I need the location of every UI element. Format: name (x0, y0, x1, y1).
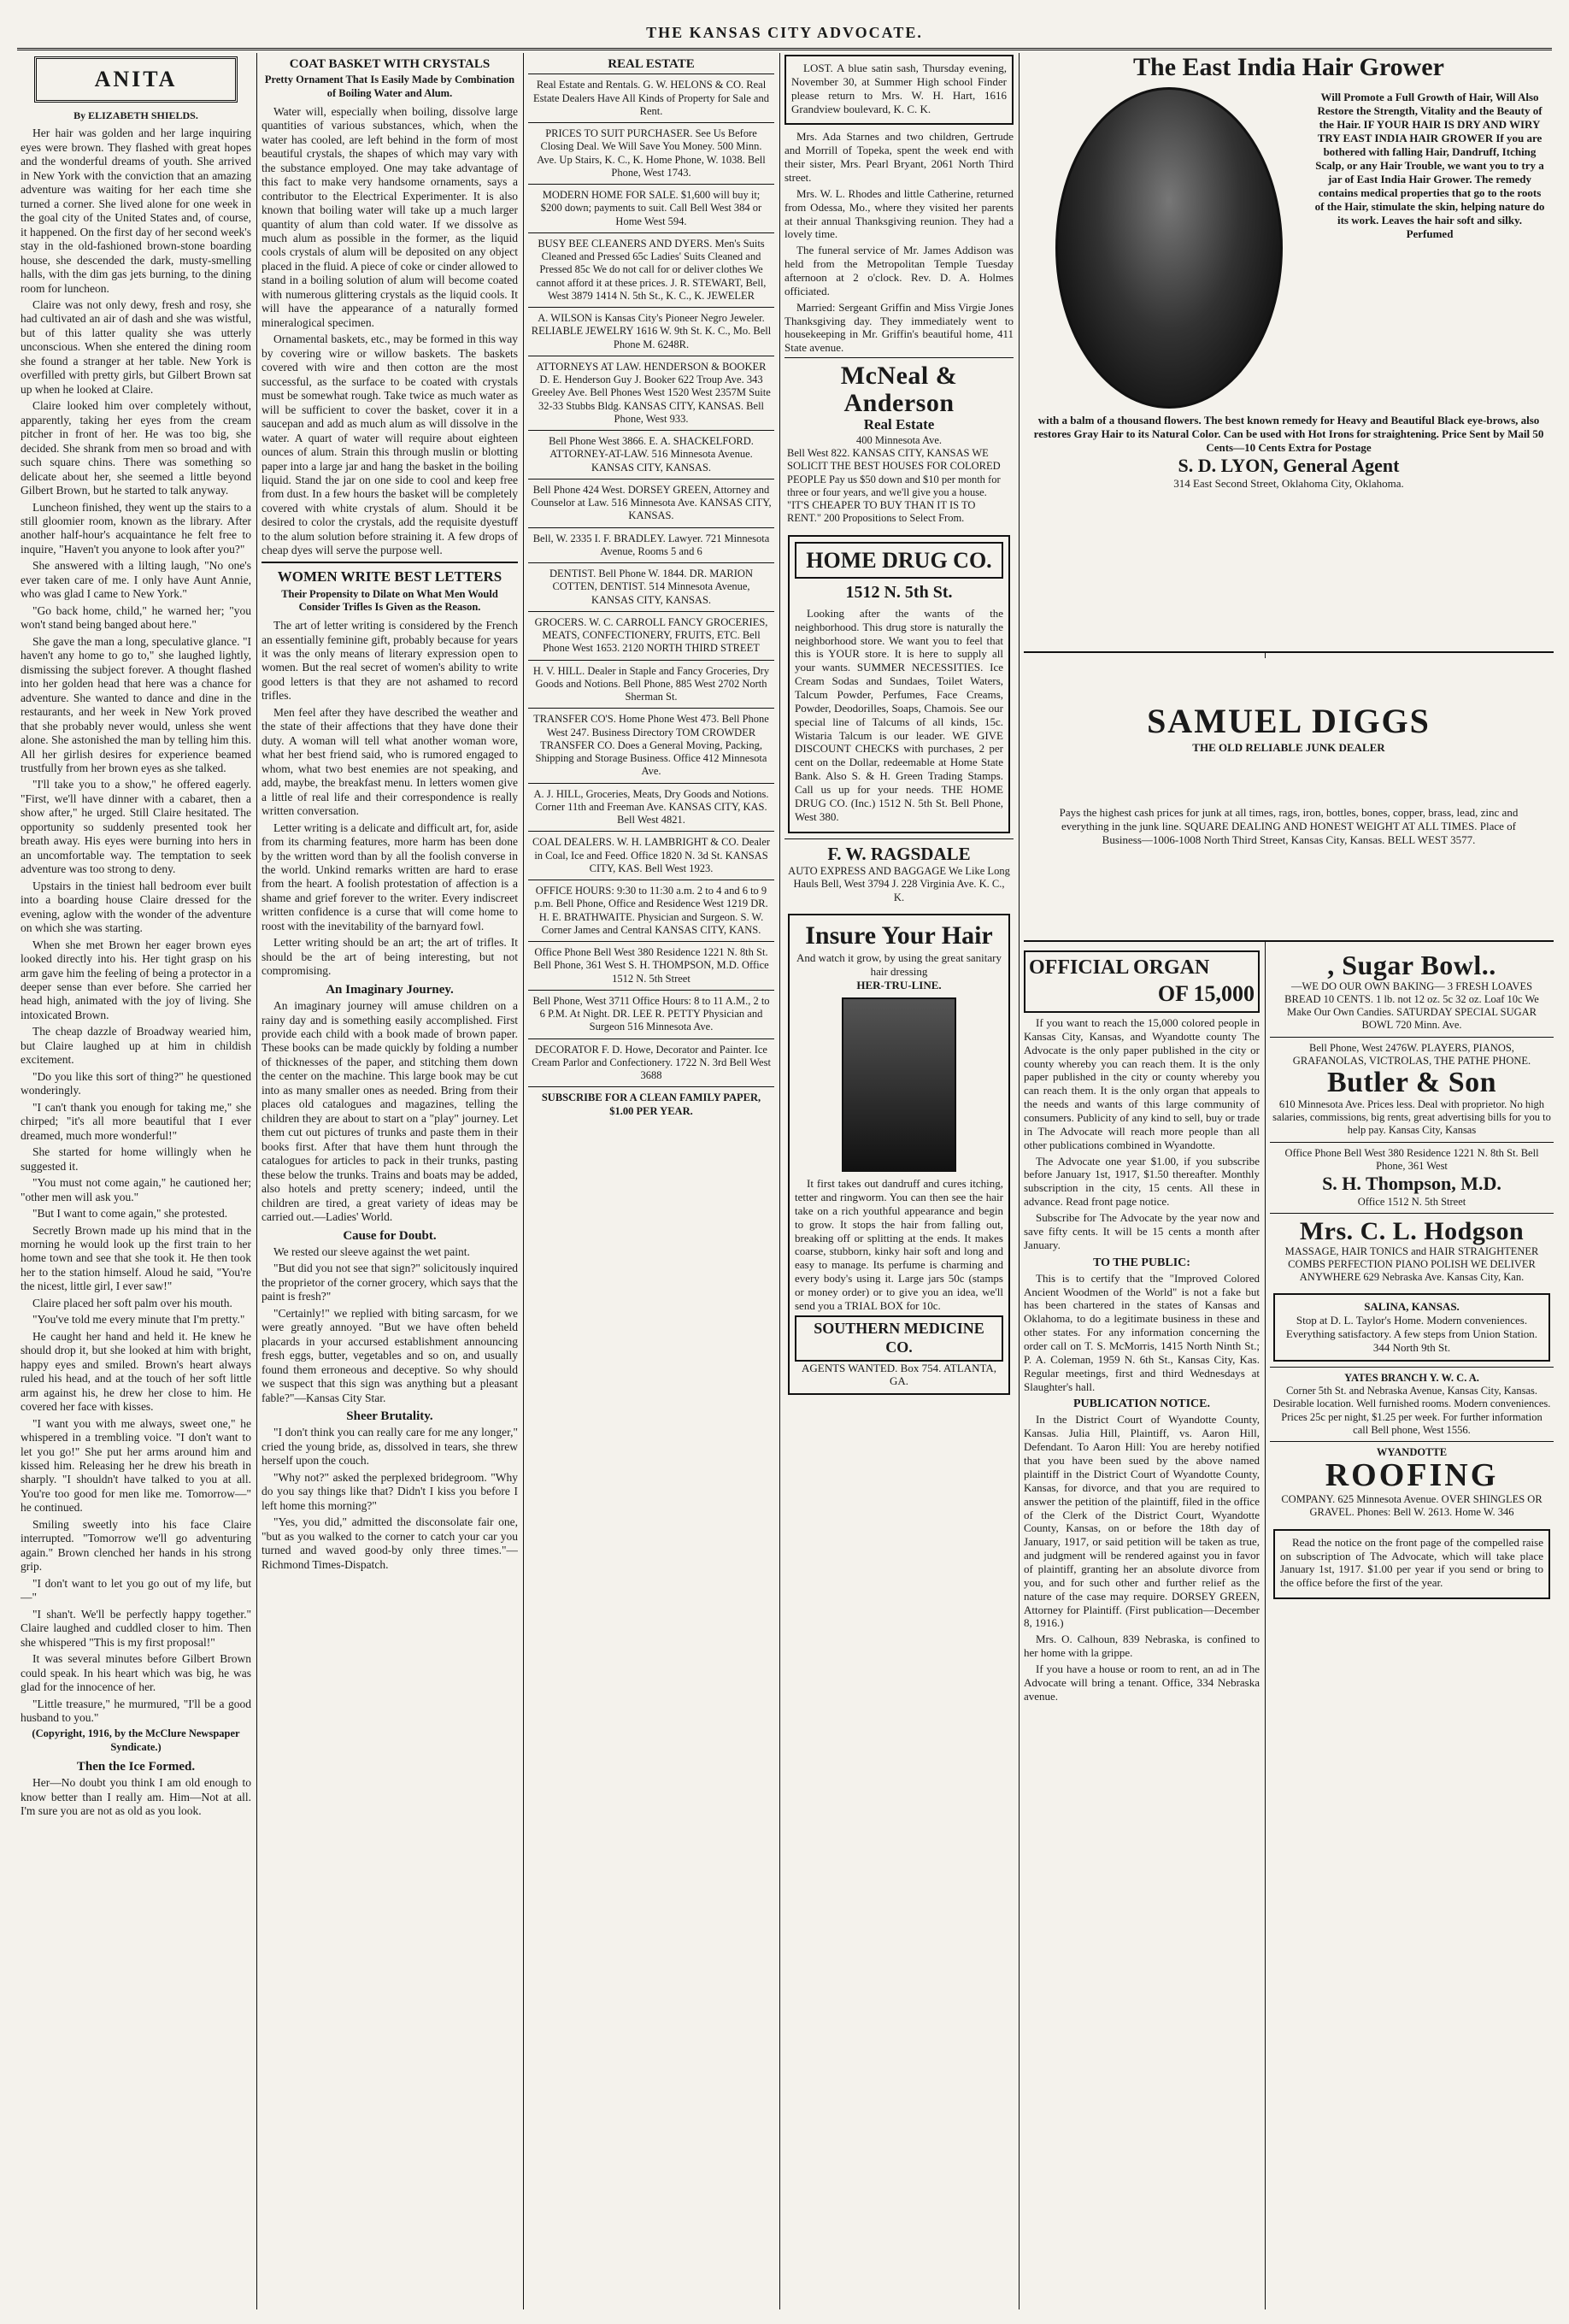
directory-ad: TRANSFER CO'S. Home Phone West 473. Bell Phone West 247. Business Directory TOM CROWDER TRANSFER CO. Does a General Moving, Packing, Shipping and Storage Business. Office 412 Minnesota Ave. (528, 708, 774, 782)
directory-ad: MODERN HOME FOR SALE. $1,600 will buy it; $200 down; payments to suit. Call Bell West 384 or Home West 594. (528, 184, 774, 232)
article-paragraph: "I don't think you can really care for me any longer," cried the young bride, as, dissolved in tears, she threw herself upon the couch. (262, 1426, 518, 1468)
column-rule (523, 53, 524, 2309)
sugar-text: —WE DO OUR OWN BAKING— 3 FRESH LOAVES BREAD 10 CENTS. 1 lb. not 12 oz. 5c 32 oz. Loaf 10c We Make Our Own Candies. SATURDAY SPECIAL SUGAR BOWL 720 Minn. Ave. (1284, 980, 1539, 1032)
thompson-name: S. H. Thompson, M.D. (1322, 1173, 1501, 1195)
article-paragraph: Men feel after they have described the weather and the state of their affections that they have done their duty. A woman will tell what another woman wore, what her best friend said, who is rumored engaged to whom, what two best enemies are not speaking, and add, maybe, the breakfast menu. In letters women give a little of real life and their correspondence is really written conversation. (262, 705, 518, 818)
hair-product: HER-TRU-LINE. (856, 979, 942, 992)
article-paragraph: "Why not?" asked the perplexed bridegroom. "Why do you say things like that? Didn't I kiss you before I left home this morning?" (262, 1470, 518, 1512)
story-paragraph: He caught her hand and held it. He knew he should drop it, but she looked at him with bright, happy eyes and smiled. Brown's heart always ruled his head, and at the touch of her soft little arm against his, he drew her close to him. He covered her face with kisses. (21, 1329, 251, 1414)
story-paragraph: The cheap dazzle of Broadway wearied him, but Claire laughed up at him in childish excitement. (21, 1025, 251, 1067)
thompson-addr: Office 1512 N. 5th Street (1357, 1195, 1466, 1208)
story-paragraph: Claire placed her soft palm over his mouth. (32, 1296, 232, 1309)
drug-name: HOME DRUG CO. (795, 542, 1003, 580)
organ-figure: OF 15,000 (1157, 981, 1255, 1007)
article-paragraph: We rested our sleeve against the wet paint. (273, 1244, 470, 1258)
article-body (262, 619, 518, 979)
story-paragraph: It was several minutes before Gilbert Brown could speak. In his heart which was big, he was glad for the innocence of her. (21, 1652, 251, 1694)
social-note: Mrs. W. L. Rhodes and little Catherine, returned from Odessa, Mo., where they visited her parents at their annual Thanksgiving reunion. They had a lovely time. (784, 186, 1014, 241)
story-title-box (34, 56, 238, 103)
directory-ad: A. WILSON is Kansas City's Pioneer Negro Jeweler. RELIABLE JEWELRY 1616 W. 9th St. K. C., Mo. Bell Phone M. 6248R. (528, 307, 774, 356)
article-body (262, 1245, 518, 1405)
directory-ad: H. V. HILL. Dealer in Staple and Fancy Groceries, Dry Goods and Notions. Bell Phone, 885 West 2702 North Sherman St. (528, 660, 774, 709)
directory-ad: Bell Phone, West 3711 Office Hours: 8 to 11 A.M., 2 to 6 P.M. At Night. DR. LEE R. PETTY Physician and Surgeon 516 Minnesota Ave. (528, 990, 774, 1038)
calhoun-text: Mrs. O. Calhoun, 839 Nebraska, is confined to her home with la grippe. (1024, 1633, 1260, 1660)
ywca-text: Corner 5th St. and Nebraska Avenue, Kansas City, Kansas. Desirable location. Well furnished rooms. Modern conveniences. Prices 25c per night, $1.25 per week. For further information call Bell phone, West 1556. (1272, 1385, 1551, 1436)
story-body (21, 126, 251, 1725)
house-text: If you have a house or room to rent, an ad in The Advocate will bring a tenant. Office, 334 Nebraska avenue. (1024, 1662, 1260, 1703)
eih-addr: 314 East Second Street, Oklahoma City, Oklahoma. (1173, 477, 1404, 490)
hair-text1: And watch it grow, by using the great sanitary hair dressing (796, 951, 1002, 979)
ragsdale-ad (784, 838, 1014, 909)
drug-addr: 1512 N. 5th St. (845, 583, 953, 603)
butler-text: 610 Minnesota Ave. Prices less. Deal with proprietor. No high salaries, commissions, big rents, great advertising bills for you to help pay. Kansas City, Kansas (1272, 1097, 1551, 1137)
column-rule (779, 53, 780, 2309)
public-title: TO THE PUBLIC: (1093, 1256, 1190, 1269)
organ-title: OFFICIAL ORGAN (1029, 956, 1210, 979)
organ-paragraph: The Advocate one year $1.00, if you subscribe before January 1st, 1917, $1.50 thereafter. Monthly subscription in the city, 15 cents. All these in advance. Read front page notice. (1024, 1154, 1260, 1209)
directory-ad: PRICES TO SUIT PURCHASER. See Us Before Closing Deal. We Will Save You Money. 500 Minn. Ave. Up Stairs, K. C., K. Home Phone, W. 1038. Bell Phone, West 1743. (528, 122, 774, 184)
hair-title: Insure Your Hair (805, 921, 993, 950)
mcneal-ad (784, 357, 1014, 529)
front-notice-text: Read the notice on the front page of the compelled raise on subscription of The Advocate, which will take place January 1st, 1917. $1.00 per year if you send or bring to the office before the first of the year. (1280, 1535, 1543, 1590)
diggs-name: SAMUEL DIGGS (1147, 702, 1431, 740)
story-paragraph: "You've told me every minute that I'm pretty." (32, 1313, 245, 1327)
east-india-ad (1024, 53, 1554, 653)
notice-text: In the District Court of Wyandotte County, Kansas. Julia Hill, Plaintiff, vs. Aaron Hill, Defendant. To Aaron Hill: You are hereby notified that you have been sued by the above named plaintiff in the District Court of Wyandotte County, Kansas, for divorce, and that you are required to answer the petition of the plaintiff, filed in the office of the Clerk of the District Court, Wyandotte County, Kansas, on or before the 18th day of January, 1917, or said petition will be taken as true, and judgment will be rendered against you in favor of plaintiff, granting her an absolute divorce from you, and for such other and further relief as the nature of the case may require. DORSEY GREEN, Attorney for Plaintiff. (First publication—December 8, 1916.) (1024, 1413, 1260, 1630)
salina-text: Stop at D. L. Taylor's Home. Modern conveniences. Everything satisfactory. A few steps from Union Station. 344 North 9th St. (1285, 1314, 1538, 1354)
directory-ad: Real Estate and Rentals. G. W. HELONS & CO. Real Estate Dealers Have All Kinds of Property for Sale and Rent. (528, 74, 774, 122)
story-copyright: (Copyright, 1916, by the McClure Newspaper Syndicate.) (32, 1727, 240, 1753)
story-paragraph: "Little treasure," he murmured, "I'll be a good husband to you." (21, 1697, 251, 1724)
joke-text: Her—No doubt you think I am old enough to know better than I really am. Him—Not at all. I'm sure you are not as old as you look. (21, 1776, 251, 1818)
sugar-bowl-ad (1270, 947, 1554, 1037)
article-subtitle: Pretty Ornament That Is Easily Made by Combination of Boiling Water and Alum. (264, 74, 515, 99)
social-note: Mrs. Ada Starnes and two children, Gertrude and Morrill of Topeka, spent the week end with their sister, Mrs. Pearl Bryant, 2061 North Third street. (784, 130, 1014, 185)
directory-ad: Office Phone Bell West 380 Residence 1221 N. 8th St. Bell Phone, 361 West S. H. THOMPSON, M.D. Office 1512 N. 5th Street (528, 941, 774, 990)
lost-notice (784, 55, 1014, 125)
column-story (21, 53, 251, 2309)
story-paragraph: "I shan't. We'll be perfectly happy together." Claire laughed and cuddled closer to him. Then she whispered "This is my first proposal!" (21, 1607, 251, 1649)
article-paragraph: Letter writing is a delicate and difficult art, for, aside from its charming features, more harm has been done by the written word than by all the foolish converse in the world. Unkind remarks written are hard to erase from the heart. A foolish protestation of affection is a shame and grief forever to the writer. Every indiscreet written confidence is a curse that will come home to roost with the inevitability of the barnyard fowl. (262, 821, 518, 933)
hair-foot: AGENTS WANTED. Box 754. ATLANTA, GA. (801, 1361, 996, 1388)
eih-agent: S. D. LYON, General Agent (1178, 455, 1400, 476)
story-paragraph: Luncheon finished, they went up the stairs to a still gloomier room, known as the library. After another half-hour's acquaintance he felt free to inquire, "Haven't you anyone to look after you?" (21, 500, 251, 556)
butler-pre: Bell Phone, West 2476W. PLAYERS, PIANOS, GRAFANOLAS, VICTROLAS, THE PATHE PHONE. (1292, 1041, 1531, 1067)
story-paragraph: Secretly Brown made up his mind that in the morning he would look up the first train to her home town and see that she took it. He then took her to the station himself. Aloud he said, "You're the nicest, little girl, I ever saw!" (21, 1223, 251, 1293)
thompson-pre: Office Phone Bell West 380 Residence 1221 N. 8th St. Bell Phone, 361 West (1284, 1146, 1539, 1172)
drug-text: Looking after the wants of the neighborhood. This drug store is naturally the neighborhood store. We want you to feel that this is YOUR store. It is here to supply all your wants. SUMMER NECESSITIES. Ice Cream Sodas and Sundaes, Toilet Waters, Talcum Powder, Perfumes, Face Creams, Powder, Deodorilles, Soaps, Chamois. See our special line of Talcums of all kinds, 15c. Wistaria Talcum is our leader. WE GIVE DISCOUNT CHECKS with purchases, 2 per cent on the Dollar, redeemable at Home State Bank. Also S. & H. Green Trading Stamps. Call us up for your needs. THE HOME DRUG CO. (Inc.) 1512 N. 5th St. Bell Phone, West 380. (795, 606, 1003, 823)
roofing-ad (1270, 1441, 1554, 1524)
story-title: ANITA (94, 67, 178, 91)
diggs-text: Pays the highest cash prices for junk at all times, rags, iron, bottles, bones, copper, brass, lead, zinc and everything in the junk line. SQUARE DEALING AND HONEST WEIGHT AT ALL TIMES. Place of Business—1006-1008 North Third Street, Kansas City, Kansas. BELL WEST 3577. (1059, 806, 1519, 846)
hodgson-ad (1270, 1213, 1554, 1288)
salina-ad (1273, 1293, 1550, 1361)
directory-ad: Bell, W. 2335 I. F. BRADLEY. Lawyer. 721 Minnesota Avenue, Rooms 5 and 6 (528, 527, 774, 563)
roofing-text: COMPANY. 625 Minnesota Avenue. OVER SHINGLES OR GRAVEL. Phones: Bell W. 2613. Home W. 346 (1281, 1493, 1543, 1519)
column-notices-lower (1024, 947, 1260, 2309)
article-subtitle: Their Propensity to Dilate on What Men Would Consider Trifles Is Given as the Reason. (281, 587, 498, 613)
roofing-pre: WYANDOTTE (1376, 1446, 1448, 1459)
story-paragraph: "I want you with me always, sweet one," he whispered in a trembling voice. "I don't want to let you go!" She put her arms around him and kissed him. Releasing her he drew his breath in sharply. "I shouldn't have talked to you at all. You're too good for men like me. Tomorrow—" he continued. (21, 1416, 251, 1515)
portrait-photo (1055, 87, 1283, 409)
article-title: Cause for Doubt. (343, 1228, 437, 1243)
directory-ad: DECORATOR F. D. Howe, Decorator and Painter. Ice Cream Parlor and Confectionery. 1722 N. 3rd Bell West 3688 (528, 1038, 774, 1087)
mcneal-addr: 400 Minnesota Ave. (855, 433, 943, 446)
article-title: COAT BASKET WITH CRYSTALS (289, 57, 491, 71)
story-paragraph: "I can't thank you enough for taking me," she chirped; "it's all more beautiful that I ever dreamed, much more wonderful!" (21, 1100, 251, 1142)
hair-ad (788, 914, 1010, 1395)
directory-ad: A. J. HILL, Groceries, Meats, Dry Goods and Notions. Corner 11th and Freeman Ave. KANSAS CITY, KAS. Bell West 4821. (528, 783, 774, 832)
ragsdale-text: AUTO EXPRESS AND BAGGAGE We Like Long Hauls Bell, West 3794 J. 228 Virginia Ave. K. C., K. (788, 865, 1010, 903)
article-title: WOMEN WRITE BEST LETTERS (262, 562, 518, 586)
article-title: Sheer Brutality. (346, 1409, 433, 1423)
story-paragraph: Claire looked him over completely without, apparently, taking her eyes from the cream pitcher in front of her. He was too big, she decided. She shrank from men so broad and with such square chins. There was something so delicate about her, she seemed a little beyond Gilbert Brown, but he started to talk anyway. (21, 399, 251, 497)
hair-company: SOUTHERN MEDICINE CO. (795, 1315, 1003, 1362)
directory-ad: BUSY BEE CLEANERS AND DYERS. Men's Suits Cleaned and Pressed 65c Ladies' Suits Cleaned and Pressed 85c We do not call for or deliver clothes We cannot afford it at these prices. J. R. STEWART, Bell, West 3879 1414 N. 5th St., K. C., K. JEWELER (528, 232, 774, 307)
directory-ad: GROCERS. W. C. CARROLL FANCY GROCERIES, MEATS, CONFECTIONERY, FRUITS, ETC. Bell Phone West 1653. 2120 NORTH THIRD STREET (528, 611, 774, 660)
article-paragraph: Water will, especially when boiling, dissolve large quantities of various substances, which, when the water has cooled, are left behind in the form of most beautiful crystals, the shapes of which may vary with the substance employed. One may take advantage of this fact to make very handsome ornaments, says a contributor to the Electrical Experimenter. It is also known that boiling water will take up a much larger quantity of alum than cold water. If we dissolve as much alum as possible in the former, as the liquid cools crystals of alum will be deposited on any object placed in the fluid. A piece of coke or cinder allowed to stand in a boiling solution of alum will become coated with numerous glittering crystals as the liquid cools. It will have the appearance of a naturally formed mineralogical specimen. (262, 104, 518, 329)
directory-ads (528, 74, 774, 1086)
article-paragraph: An imaginary journey will amuse children on a rainy day and is something easily accomplished. First provide each child with a book made of brown paper. These books can be made quickly by folding a number of thicknesses of the paper, and stitching them down the center on the machine. This large book may be cut into as many smaller ones as needed. Bring from their places old catalogues and magazines, telling the children they are about to start on a "play" journey. Let them cut out pictures of trunks and paste them in their books first. After that have them hunt through the catalogues for articles to pack in their trunks, pasting these below the trunks. Trains and boats may be added, also hotels and pretty scenery; indeed, until the children are tired, a great variety of ideas may be carried out.—Ladies' World. (262, 999, 518, 1224)
drug-ad (788, 535, 1010, 833)
front-page-notice (1273, 1529, 1550, 1599)
story-paragraph: She started for home willingly when he suggested it. (21, 1145, 251, 1173)
ywca-title: YATES BRANCH Y. W. C. A. (1344, 1371, 1479, 1384)
directory-ad: ATTORNEYS AT LAW. HENDERSON & BOOKER D. E. Henderson Guy J. Booker 622 Troup Ave. 343 Greeley Ave. Bell Phones West 1520 West 2357M Suite 32-33 Stubbs Bldg. KANSAS CITY, KANSAS. Bell Phone, West 933. (528, 356, 774, 430)
story-paragraph: She gave the man a long, speculative glance. "I haven't any home to go to," she laughed lightly, dismissing the subject forever. A thought flashed into her golden head that here was a chance for adventure. She wanted to dance and dine in the restaurants, and her week in New York proved that she probably never would, unless she went alone. She astonished the man by telling him this. All her girlish desires for experience beamed trustfully from her brown eyes as she talked. (21, 634, 251, 774)
story-paragraph: "I'll take you to a show," he offered eagerly. "First, we'll have dinner with a cabaret, then a show after," he urged. Still Claire hesitated. The opportunity so suddenly presented took her breath away. His eyes were burning into hers in an uncomfortable way. The temptation to seek adventure was too strong to deny. (21, 778, 251, 876)
salina-title: SALINA, KANSAS. (1364, 1300, 1460, 1314)
story-paragraph: "I don't want to let you go out of my life, but—" (21, 1576, 251, 1604)
hair-product-photo (842, 997, 956, 1172)
column-rule (1019, 53, 1020, 2309)
article-paragraph: Letter writing should be an art; the art of trifles. It should be the art of being interesting, but not compromising. (262, 936, 518, 978)
hodgson-text: MASSAGE, HAIR TONICS and HAIR STRAIGHTENER COMBS PERFECTION PIANO POLISH WE DELIVER ANYWHERE 629 Nebraska Ave. Kansas City, Kan. (1284, 1244, 1539, 1284)
story-paragraph: Claire was not only dewy, fresh and rosy, she had cultivated an air of dash and she was wistful, but of this latter quality she was utterly unconscious. When she entered the dining room she found a stranger at her table. New York is overfilled with pretty girls, but Gilbert Brown sat up when he looked at Claire. (21, 297, 251, 396)
story-paragraph: She answered with a lilting laugh, "No one's ever taken care of me. I only have Aunt Annie, who was glad I came to New York." (21, 559, 251, 601)
story-paragraph: Her hair was golden and her large inquiring eyes were brown. They flashed with great hopes and the wonderful dreams of youth. She arrived in New York with the conviction that an amazing adventure was waiting for her each time she turned a corner. She lived alone for one week in the goal city of the United States and, of course, it happened. On the first day of her second week's stay in the old-fashioned brown-stone boarding house, she descended the dark, musty-smelling halls, with the dim gas jets burning, to the dining room for luncheon. (21, 126, 251, 295)
story-paragraph: When she met Brown her eager brown eyes looked directly into his. Her tight grasp on his arm gave him the feeling of being a protector in a deeper sense than ever before. She carried her head high, animated with the joy of living. She intoxicated Brown. (21, 938, 251, 1021)
article-paragraph: "Yes, you did," admitted the disconsolate fair one, "but as you walked to the corner to catch your car you turned and waved good-by only three times."—Richmond Times-Dispatch. (262, 1515, 518, 1571)
article-body (262, 1426, 518, 1572)
eih-side: Will Promote a Full Growth of Hair, Will Also Restore the Strength, Vitality and the Beauty of the Hair. IF YOUR HAIR IS DRY AND WIRY TRY EAST INDIA HAIR GROWER If you are bothered with falling Hair, Dandruff, Itching Scalp, or any Hair Trouble, we want you to try a jar of East India Hair Grower. The remedy contains medical properties that go to the roots of the Hair, stimulate the skin, helping nature do its work. Leaves the hair soft and silky. Perfumed (1314, 91, 1545, 240)
ywca-ad (1270, 1367, 1554, 1441)
column-articles (262, 53, 518, 2309)
directory-ad: Bell Phone West 3866. E. A. SHACKELFORD. ATTORNEY-AT-LAW. 516 Minnesota Avenue. KANSAS CITY, KANSAS. (528, 430, 774, 479)
article-body (262, 999, 518, 1225)
roofing-name: ROOFING (1325, 1457, 1499, 1494)
story-paragraph: Upstairs in the tiniest hall bedroom ever built into a boarding house Claire dressed for the evening, aglow with the wonder of the adventure on which she was starting. (21, 879, 251, 935)
notice-title: PUBLICATION NOTICE. (1073, 1397, 1210, 1411)
article-paragraph: The art of letter writing is considered by the French an essentially feminine gift, probably because for years it was the only means of literary expression open to women. But the real secret of women's ability to write good letters is that they are not ashamed to record trifles. (262, 619, 518, 703)
mcneal-sub: Real Estate (863, 416, 935, 433)
diggs-ad (1024, 658, 1554, 942)
hodgson-name: Mrs. C. L. Hodgson (1299, 1217, 1525, 1246)
butler-name: Butler & Son (1326, 1067, 1497, 1099)
sugar-title: , Sugar Bowl.. (1327, 950, 1496, 980)
diggs-sub: THE OLD RELIABLE JUNK DEALER (1192, 741, 1385, 754)
column-local (784, 53, 1014, 2309)
directory-ad: Bell Phone 424 West. DORSEY GREEN, Attorney and Counselor at Law. 516 Minnesota Ave. KANSAS CITY, KANSAS. (528, 479, 774, 527)
article-paragraph: Ornamental baskets, etc., may be formed in this way by covering wire or willow baskets. The baskets covered with wire and then cotton are the most successful, as the surface to be coated with crystals must be somewhat rough. Take twice as much water as will be sufficient to cover the basket, cover it in a saucepan and add as much alum as will dissolve in the water. A quart of water will require about eighteen ounces of alum. Strain this through muslin or blotting paper into a large jar and hang the basket in the boiling liquid. Stand the jar on one side to cool and keep free from dust. In a few hours the basket will be completely covered with white crystals of alum. Should it be desired to color the crystals, add the requisite dyestuff to the alum solution before straining it. A few drops of cheap dyes will serve the purpose well. (262, 332, 518, 557)
mcneal-text: Bell West 822. KANSAS CITY, KANSAS WE SOLICIT THE BEST HOUSES FOR COLORED PEOPLE Pay us $50 down and $10 per month for three or four years, and we'll give you a house. "IT'S CHEAPER TO BUY THAN IT IS TO RENT." 200 Propositions to Select From. (787, 447, 1001, 525)
eih-title: The East India Hair Grower (1133, 53, 1444, 81)
article-paragraph: "But did you not see that sign?" solicitously inquired the proprietor of the corner grocery, which says that the paint is fresh?" (262, 1262, 518, 1303)
public-text: This is to certify that the "Improved Colored Ancient Woodmen of the World" is not a fake but has been chartered in the states of Kansas and Oklahoma, to do a legitimate business in these and other states. For any information concerning the order call on T. S. McMorris, 1415 North Ninth St.; P. A. Coleman, 1959 N. 6th St., Kansas City, Kas. Regular meetings, first and third Wednesdays at Slaughter's hall. (1024, 1271, 1260, 1393)
column-rule (256, 53, 257, 2309)
column-ads-lower (1270, 947, 1554, 2309)
organ-header (1024, 950, 1260, 1013)
subscribe-banner: SUBSCRIBE FOR A CLEAN FAMILY PAPER, $1.00 PER YEAR. (528, 1086, 774, 1122)
joke-title: Then the Ice Formed. (76, 1759, 196, 1774)
story-paragraph: "Do you like this sort of thing?" he questioned wonderingly. (21, 1069, 251, 1097)
column-directory (528, 53, 774, 2309)
mcneal-name: McNeal & Anderson (840, 362, 958, 417)
organ-text (1024, 1016, 1260, 1252)
organ-paragraph: Subscribe for The Advocate by the year now and save fifty cents. It will be 15 cents a month after January. (1024, 1211, 1260, 1251)
lost-text: LOST. A blue satin sash, Thursday evening, November 30, at Summer High school Finder please return to Mrs. W. H. Hart, 1616 Grandview boulevard, K. C. K. (791, 62, 1007, 115)
social-note: Married: Sergeant Griffin and Miss Virgie Jones Thanksgiving day. They immediately went to housekeeping in Mr. Griffin's beautiful home, 411 State avenue. (784, 300, 1014, 355)
story-paragraph: "You must not come again," he cautioned her; "other men will ask you." (21, 1176, 251, 1203)
article-paragraph: "Certainly!" we replied with biting sarcasm, for we were greatly annoyed. "But we have often beheld placards in your accursed establishment announcing fresh eggs, butter, vegetables and so on, and usually found them erroneous and deceptive. So why should we suspect that this sign was anything but a pleasant fable?"—Kansas City Star. (262, 1306, 518, 1404)
story-byline: By ELIZABETH SHIELDS. (73, 109, 198, 121)
story-paragraph: "Go back home, child," he warned her; "you won't stand being banged about here." (21, 603, 251, 632)
social-note: The funeral service of Mr. James Addison was held from the Metropolitan Temple Tuesday afternoon at 2 o'clock. Rev. D. A. Holmes officiated. (784, 244, 1014, 297)
directory-ad: DENTIST. Bell Phone W. 1844. DR. MARION COTTEN, DENTIST. 514 Minnesota Avenue, KANSAS CITY, KANSAS. (528, 562, 774, 611)
butler-ad (1270, 1037, 1554, 1142)
story-paragraph: "But I want to come again," she protested. (32, 1207, 228, 1221)
social-notes (784, 130, 1014, 355)
directory-ad: COAL DEALERS. W. H. LAMBRIGHT & CO. Dealer in Coal, Ice and Feed. Office 1820 N. 3d St. KANSAS CITY, KAS. Bell West 1923. (528, 831, 774, 880)
organ-paragraph: If you want to reach the 15,000 colored people in Kansas City, Kansas, and Wyandotte county The Advocate is the only paper published in the city or county whereby you can reach them. It is the only paper published in the city or county whereby you can reach them. It is the only organ that appeals to the needs and wants of this large community of consumers. Publicity of any kind to sell, buy or trade in The Advocate will reach more people than all other publications combined in Wyandotte. (1024, 1015, 1260, 1151)
eih-bottom: with a balm of a thousand flowers. The best known remedy for Heavy and Beautiful Black eye-brows, also restores Gray Hair to its Natural Color. Can be used with Hot Irons for straightening. Price Sent by Mail 50 Cents—10 Cents Extra for Postage (1033, 414, 1544, 454)
directory-ad: OFFICE HOURS: 9:30 to 11:30 a.m. 2 to 4 and 6 to 9 p.m. Bell Phone, Office and Residence West 1219 DR. H. E. BRATHWAITE. Physician and Surgeon. S. W. Corner James and Central KANSAS CITY, KANS. (528, 880, 774, 941)
article-title: An Imaginary Journey. (326, 982, 454, 997)
directory-title: REAL ESTATE (608, 57, 695, 71)
hair-text2: It first takes out dandruff and cures itching, tetter and ringworm. You can then see the hair take on a rich youthful appearance and begin to grow. It stops the hair from falling out, breaking off or splitting at the ends. It makes coarse, stubborn, kinky hair soft and long and easy to manage. Its perfume is charming and every body's using it. Large jars 50c (stamps or money order) or to give you an idea, we'll send you a TRIAL BOX for 10c. (795, 1177, 1003, 1312)
article-body (262, 105, 518, 558)
ragsdale-name: F. W. RAGSDALE (827, 843, 971, 864)
masthead: THE KANSAS CITY ADVOCATE. (17, 24, 1552, 50)
thompson-ad (1270, 1142, 1554, 1214)
story-paragraph: Smiling sweetly into his face Claire interrupted. "Tomorrow we'll go adventuring again." Brown clenched her hands in his strong grip. (21, 1517, 251, 1574)
